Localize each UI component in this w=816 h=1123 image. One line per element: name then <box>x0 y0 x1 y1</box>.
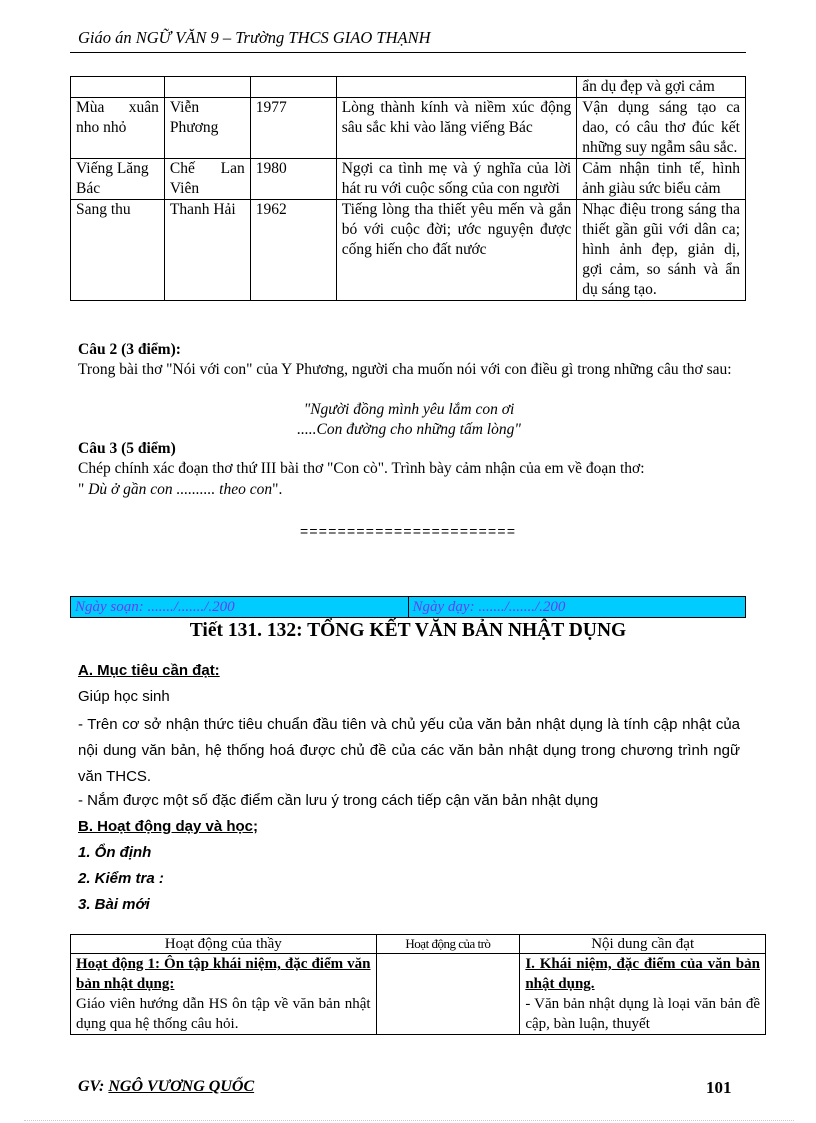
step-1: 1. Ổn định <box>78 844 152 861</box>
table-row <box>71 77 746 98</box>
lesson-title: Tiết 131. 132: TỔNG KẾT VĂN BẢN NHẬT DỤNG <box>189 620 627 641</box>
step-2: 2. Kiểm tra : <box>78 870 164 887</box>
header-rule <box>70 52 746 53</box>
step-3: 3. Bài mới <box>78 896 150 913</box>
teacher-cell <box>71 954 377 1035</box>
quote-text: Dù ở gần con .......... theo con <box>84 481 273 498</box>
table-cell-title: Sang thu <box>71 200 165 301</box>
section-separator: ======================= <box>299 525 517 541</box>
table-row <box>71 159 746 200</box>
date-bar <box>70 596 746 618</box>
column-header-content: Nội dung cần đạt <box>520 935 766 954</box>
table-cell-art: Cảm nhận tinh tế, hình ảnh giàu sức biểu cảm <box>577 159 746 200</box>
table-cell-art: ẩn dụ đẹp và gợi cảm <box>577 77 746 98</box>
date-taught: Ngày dạy: ......./......./.200 <box>408 597 746 617</box>
section-a-intro: Giúp học sinh <box>78 688 170 705</box>
question-2-label: Câu 2 (3 điểm): <box>78 341 181 358</box>
section-a-paragraph-2: - Nắm được một số đặc điểm cần lưu ý trong cách tiếp cận văn bản nhật dụng <box>78 792 599 809</box>
question-3-text: Chép chính xác đoạn thơ thứ III bài thơ "Con cò". Trình bày cảm nhận của em về đoạn thơ: <box>78 460 645 477</box>
column-header-student: Hoạt động của trò <box>376 935 520 954</box>
quote-line-2: .....Con đường cho những tấm lòng" <box>297 421 521 438</box>
content-text: - Văn bản nhật dụng là loại văn bản đề cập, bàn luận, thuyết <box>525 996 760 1032</box>
section-a-paragraph-1: - Trên cơ sở nhận thức tiêu chuẩn đầu tiên và chủ yếu của văn bản nhật dụng là tính cập nhật của nội dung văn bản, hệ thống hoá được chủ đề của các văn bản nhật dụng trong chương trình ngữ văn THCS. <box>78 716 740 785</box>
table-cell-title: Mùa xuân nho nhỏ <box>71 98 165 159</box>
activity-heading: Hoạt động 1: Ôn tập khái niệm, đặc điểm văn bản nhật dụng: <box>76 956 371 992</box>
table-cell-author: Thanh Hải <box>164 200 250 301</box>
page-header: Giáo án NGỮ VĂN 9 – Trường THCS GIAO THẠNH <box>78 28 431 47</box>
column-header-teacher: Hoạt động của thầy <box>71 935 377 954</box>
table-cell-author: Chế Lan Viên <box>164 159 250 200</box>
table-row <box>71 200 746 301</box>
section-a-heading: A. Mục tiêu cần đạt: <box>78 662 220 679</box>
teacher-name: NGÔ VƯƠNG QUỐC <box>108 1078 255 1095</box>
quote-line-1: "Người đồng mình yêu lắm con ơi <box>303 401 515 418</box>
table-cell-content: Ngợi ca tình mẹ và ý nghĩa của lời hát ru với cuộc sống của con người <box>336 159 577 200</box>
table-cell-author: Viễn Phương <box>164 98 250 159</box>
teacher-label: GV: <box>78 1078 109 1095</box>
student-cell <box>376 954 520 1035</box>
page-number: 101 <box>706 1078 732 1097</box>
table-cell-art: Nhạc điệu trong sáng tha thiết gần gũi với dân ca; hình ảnh đẹp, giản dị, gợi cảm, so sánh và ẩn dụ sáng tạo. <box>577 200 746 301</box>
quote-close: ". <box>272 481 283 498</box>
table-header-row <box>71 935 766 954</box>
content-heading: I. Khái niệm, đặc điểm của văn bản nhật dụng. <box>525 956 760 992</box>
activity-table <box>70 934 766 1035</box>
table-cell-content: Tiếng lòng tha thiết yêu mến và gắn bó với cuộc đời; ước nguyện được cống hiến cho đất nước <box>336 200 577 301</box>
table-cell-title: Viếng Lăng Bác <box>71 159 165 200</box>
question-3-label: Câu 3 (5 điểm) <box>78 440 176 457</box>
quote-open: " <box>78 481 85 498</box>
table-row <box>71 98 746 159</box>
section-b-heading: B. Hoạt động dạy và học; <box>78 818 259 835</box>
question-3-quote <box>78 480 740 500</box>
date-prepared: Ngày soạn: ......./......./.200 <box>75 599 235 615</box>
table-cell-year: 1977 <box>250 98 336 159</box>
content-cell <box>520 954 766 1035</box>
poem-summary-table <box>70 76 746 301</box>
table-cell-year: 1962 <box>250 200 336 301</box>
activity-text: Giáo viên hướng dẫn HS ôn tập về văn bản nhật dụng qua hệ thống câu hỏi. <box>76 996 371 1032</box>
table-cell-content: Lòng thành kính và niềm xúc động sâu sắc khi vào lăng viếng Bác <box>336 98 577 159</box>
table-row <box>71 954 766 1035</box>
table-cell-art: Vận dụng sáng tạo ca dao, có câu thơ đúc kết những suy ngẫm sâu sắc. <box>577 98 746 159</box>
footer-rule <box>24 1120 794 1121</box>
table-cell-year: 1980 <box>250 159 336 200</box>
question-2-text: Trong bài thơ "Nói với con" của Y Phương, người cha muốn nói với con điều gì trong những câu thơ sau: <box>78 361 732 378</box>
teacher-signature <box>78 1078 254 1096</box>
